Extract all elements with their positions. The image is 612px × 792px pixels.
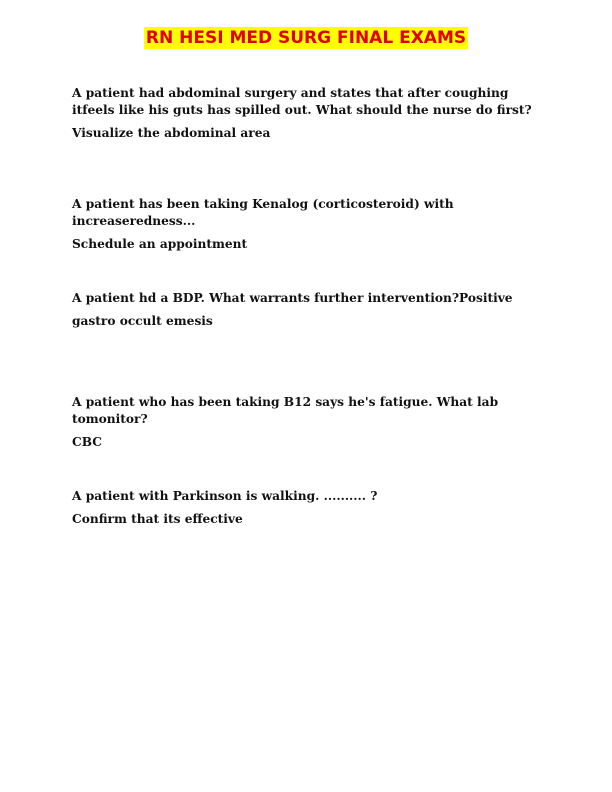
question-text: A patient had abdominal surgery and states that after coughing itfeels like his guts has spilled out. What should the nurse do first? <box>72 86 532 117</box>
qa-item <box>72 196 542 253</box>
qa-item <box>72 85 542 142</box>
answer-text: Confirm that its effective <box>72 512 243 526</box>
answer-text: CBC <box>72 435 102 449</box>
qa-item <box>72 394 542 451</box>
question-text: A patient with Parkinson is walking. .......... ? <box>72 489 378 503</box>
question-text: A patient who has been taking B12 says he's fatigue. What lab tomonitor? <box>72 395 499 426</box>
qa-item <box>72 290 542 330</box>
answer-text: Schedule an appointment <box>72 237 248 251</box>
qa-item <box>72 488 542 528</box>
answer-text: Visualize the abdominal area <box>72 126 271 140</box>
question-text: A patient has been taking Kenalog (corticosteroid) with increaseredness... <box>72 197 454 228</box>
title-container <box>0 27 612 49</box>
question-text: A patient hd a BDP. What warrants further intervention?Positive <box>72 291 513 305</box>
page-title: RN HESI MED SURG FINAL EXAMS <box>145 28 467 48</box>
answer-text: gastro occult emesis <box>72 314 213 328</box>
